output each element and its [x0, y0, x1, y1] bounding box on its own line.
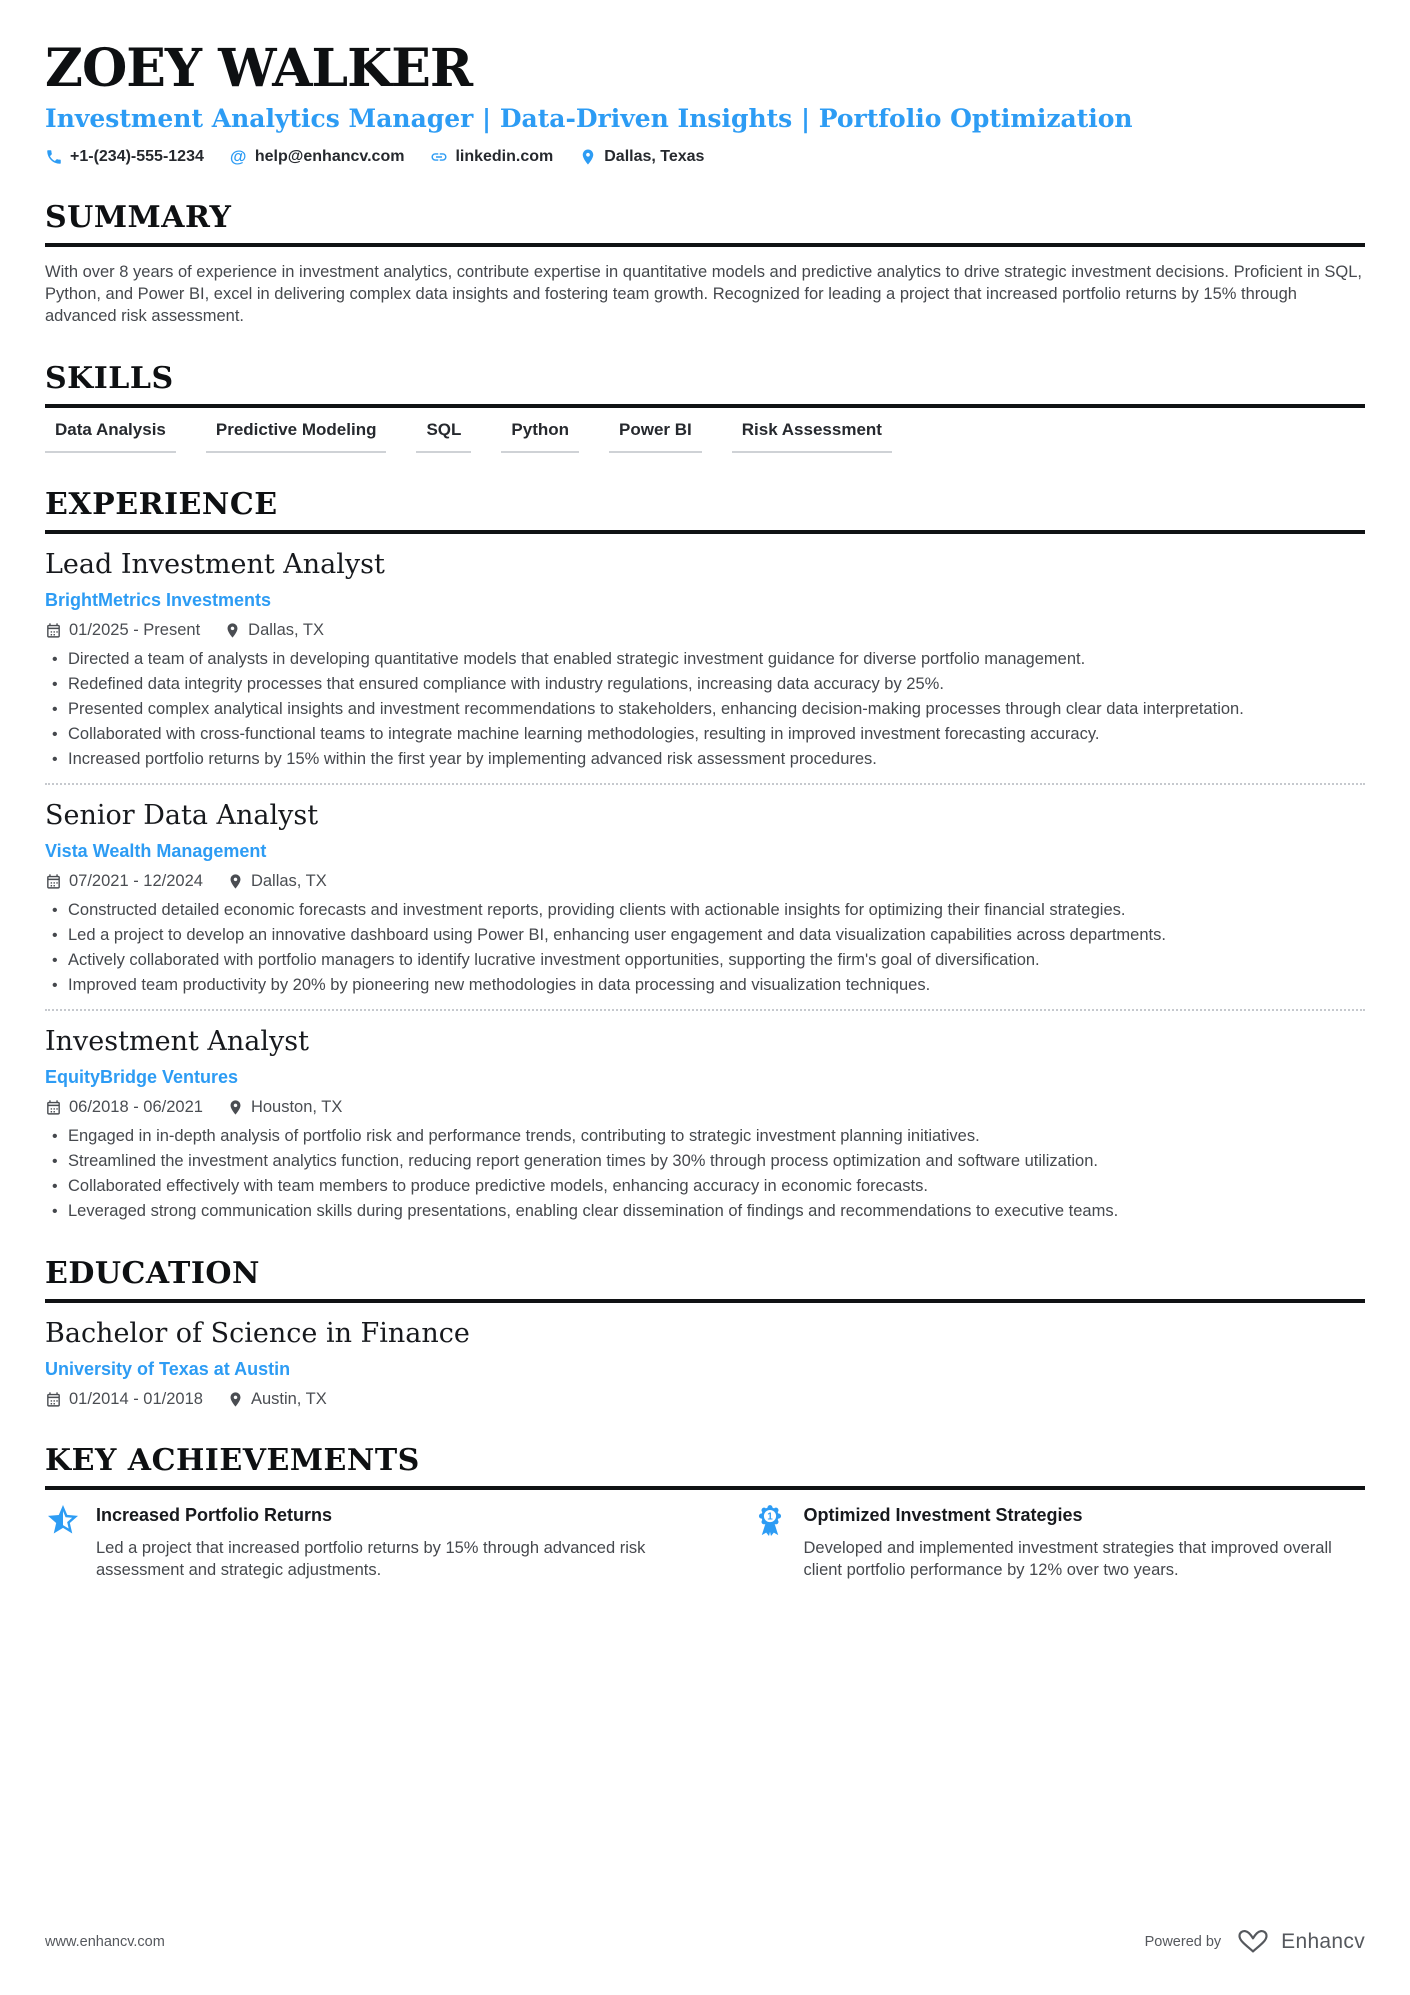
education-location [227, 1390, 327, 1409]
job-bullet: • Led a project to develop an innovative dashboard using Power BI, enhancing user engagement and data visualization capabilities across departments. [45, 925, 1365, 946]
contact-location-value: Dallas, Texas [604, 148, 705, 165]
enhancv-logo-icon [1233, 1928, 1273, 1955]
job-bullet: • Streamlined the investment analytics function, reducing report generation times by 30% through process optimization and software utilization. [45, 1151, 1365, 1172]
job-title: Senior Data Analyst [45, 800, 319, 831]
skill-tag: SQL [416, 414, 471, 453]
contact-location [579, 148, 704, 166]
powered-by-lockup [1145, 1928, 1365, 1955]
achievement-item [753, 1500, 1366, 1581]
calendar-icon [45, 1391, 62, 1408]
location-pin-icon [227, 1391, 244, 1408]
summary-heading: SUMMARY [45, 200, 1365, 247]
job-bullets [45, 1126, 1365, 1222]
location-pin-icon [579, 148, 597, 166]
job-bullet: • Directed a team of analysts in developing quantitative models that enabled strategic investment guidance for diverse portfolio management. [45, 649, 1365, 670]
calendar-icon [45, 1099, 62, 1116]
job-bullet: • Redefined data integrity processes that ensured compliance with industry regulations, increasing data accuracy by 25%. [45, 674, 1365, 695]
enhancv-brand[interactable] [1233, 1928, 1365, 1955]
achievement-item [45, 1500, 658, 1581]
degree-title: Bachelor of Science in Finance [45, 1318, 470, 1349]
calendar-icon [45, 622, 62, 639]
education-dates [45, 1390, 203, 1409]
job-bullet: • Presented complex analytical insights and investment recommendations to stakeholders, enhancing decision-making processes through clear data interpretation. [45, 699, 1365, 720]
location-pin-icon [227, 1099, 244, 1116]
achievement-description: Developed and implemented investment strategies that improved overall client portfolio performance by 12% over two years. [803, 1539, 1332, 1579]
enhancv-wordmark: Enhancv [1281, 1929, 1365, 1953]
job-bullets [45, 649, 1365, 770]
achievement-title: Increased Portfolio Returns [96, 1505, 333, 1525]
job-meta [45, 1098, 1365, 1117]
job-divider [45, 783, 1365, 785]
experience-entry [45, 799, 1365, 996]
job-company: EquityBridge Ventures [45, 1067, 239, 1087]
education-meta [45, 1390, 1365, 1409]
job-dates-value: 07/2021 - 12/2024 [69, 872, 203, 890]
job-meta [45, 621, 1365, 640]
skills-heading: SKILLS [45, 361, 1365, 408]
job-location-value: Dallas, TX [250, 872, 327, 890]
job-dates-value: 06/2018 - 06/2021 [69, 1098, 203, 1116]
job-bullet: • Improved team productivity by 20% by pioneering new methodologies in data processing and visualization techniques. [45, 975, 1365, 996]
at-icon: @ [229, 147, 247, 166]
experience-heading: EXPERIENCE [45, 487, 1365, 534]
resume-header [45, 40, 1365, 166]
phone-icon [45, 148, 63, 166]
job-bullet: • Actively collaborated with portfolio managers to identify lucrative investment opportunities, supporting the firm's goal of diversification. [45, 950, 1365, 971]
location-pin-icon [227, 873, 244, 890]
job-meta [45, 872, 1365, 891]
powered-by-label: Powered by [1144, 1933, 1222, 1950]
job-location-value: Dallas, TX [248, 621, 324, 639]
job-location [224, 621, 324, 640]
job-bullet: • Constructed detailed economic forecasts and investment reports, providing clients with actionable insights for optimizing their financial strategies. [45, 900, 1365, 921]
education-section [45, 1256, 1365, 1409]
contact-phone-value: +1-(234)-555-1234 [70, 148, 204, 165]
job-dates [45, 872, 203, 891]
achievements-heading: KEY ACHIEVEMENTS [45, 1443, 1365, 1490]
skill-tag: Python [501, 414, 579, 453]
skills-list [45, 408, 1365, 453]
calendar-icon [45, 873, 62, 890]
job-bullet: • Leveraged strong communication skills during presentations, enabling clear dissemination of findings and recommendations to executive teams. [45, 1201, 1365, 1222]
page-footer [45, 1928, 1365, 1955]
contact-row [45, 148, 1365, 166]
education-dates-value: 01/2014 - 01/2018 [69, 1390, 203, 1408]
skill-tag: Data Analysis [45, 414, 176, 453]
contact-website-value: linkedin.com [455, 148, 554, 165]
school-name: University of Texas at Austin [45, 1359, 291, 1379]
job-title: Investment Analyst [45, 1026, 309, 1057]
summary-text: With over 8 years of experience in investment analytics, contribute expertise in quantitative models and predictive analytics to drive strategic investment decisions. Proficient in SQL, Python, and Power BI, excel in delivering complex data insights and fostering team growth. Recognized for leading a project that increased portfolio returns by 15% through advanced risk assessment. [45, 263, 1362, 325]
job-location [227, 872, 327, 891]
candidate-name: ZOEY WALKER [45, 38, 473, 99]
footer-site-url[interactable]: www.enhancv.com [45, 1933, 165, 1950]
skill-tag: Power BI [609, 414, 702, 453]
job-dates-value: 01/2025 - Present [69, 621, 201, 639]
skills-section [45, 361, 1365, 453]
job-bullet: • Increased portfolio returns by 15% within the first year by implementing advanced risk assessment procedures. [45, 749, 1365, 770]
skill-tag: Predictive Modeling [206, 414, 387, 453]
experience-entry [45, 548, 1365, 770]
job-bullet: • Collaborated with cross-functional teams to integrate machine learning methodologies, resulting in improved investment forecasting accuracy. [45, 724, 1365, 745]
job-divider [45, 1009, 1365, 1011]
job-title: Lead Investment Analyst [45, 549, 385, 580]
experience-section [45, 487, 1365, 1222]
achievement-description: Led a project that increased portfolio returns by 15% through advanced risk assessment and strategic adjustments. [96, 1539, 646, 1579]
star-icon [45, 1502, 81, 1540]
job-company: Vista Wealth Management [45, 841, 267, 861]
skill-tag: Risk Assessment [732, 414, 892, 453]
job-bullet: • Collaborated effectively with team members to produce predictive models, enhancing accuracy in economic forecasts. [45, 1176, 1365, 1197]
link-icon [430, 148, 448, 166]
achievements-section [45, 1443, 1365, 1581]
job-location-value: Houston, TX [250, 1098, 343, 1116]
contact-email-value: help@enhancv.com [254, 148, 405, 165]
svg-text:1: 1 [766, 1511, 773, 1523]
medal-icon [753, 1502, 789, 1540]
job-bullet: • Engaged in in-depth analysis of portfolio risk and performance trends, contributing to strategic investment planning initiatives. [45, 1126, 1365, 1147]
job-company: BrightMetrics Investments [45, 590, 272, 610]
summary-section [45, 200, 1365, 327]
achievement-title: Optimized Investment Strategies [803, 1505, 1083, 1525]
job-location [227, 1098, 342, 1117]
contact-email[interactable] [230, 148, 405, 166]
job-bullets [45, 900, 1365, 996]
location-pin-icon [224, 622, 241, 639]
candidate-headline: Investment Analytics Manager | Data-Driven Insights | Portfolio Optimization [45, 104, 1133, 133]
contact-phone [45, 148, 204, 166]
education-location-value: Austin, TX [250, 1390, 327, 1408]
experience-entry [45, 1025, 1365, 1222]
job-dates [45, 1098, 203, 1117]
contact-website[interactable] [430, 148, 553, 166]
education-heading: EDUCATION [45, 1256, 1365, 1303]
job-dates [45, 621, 200, 640]
